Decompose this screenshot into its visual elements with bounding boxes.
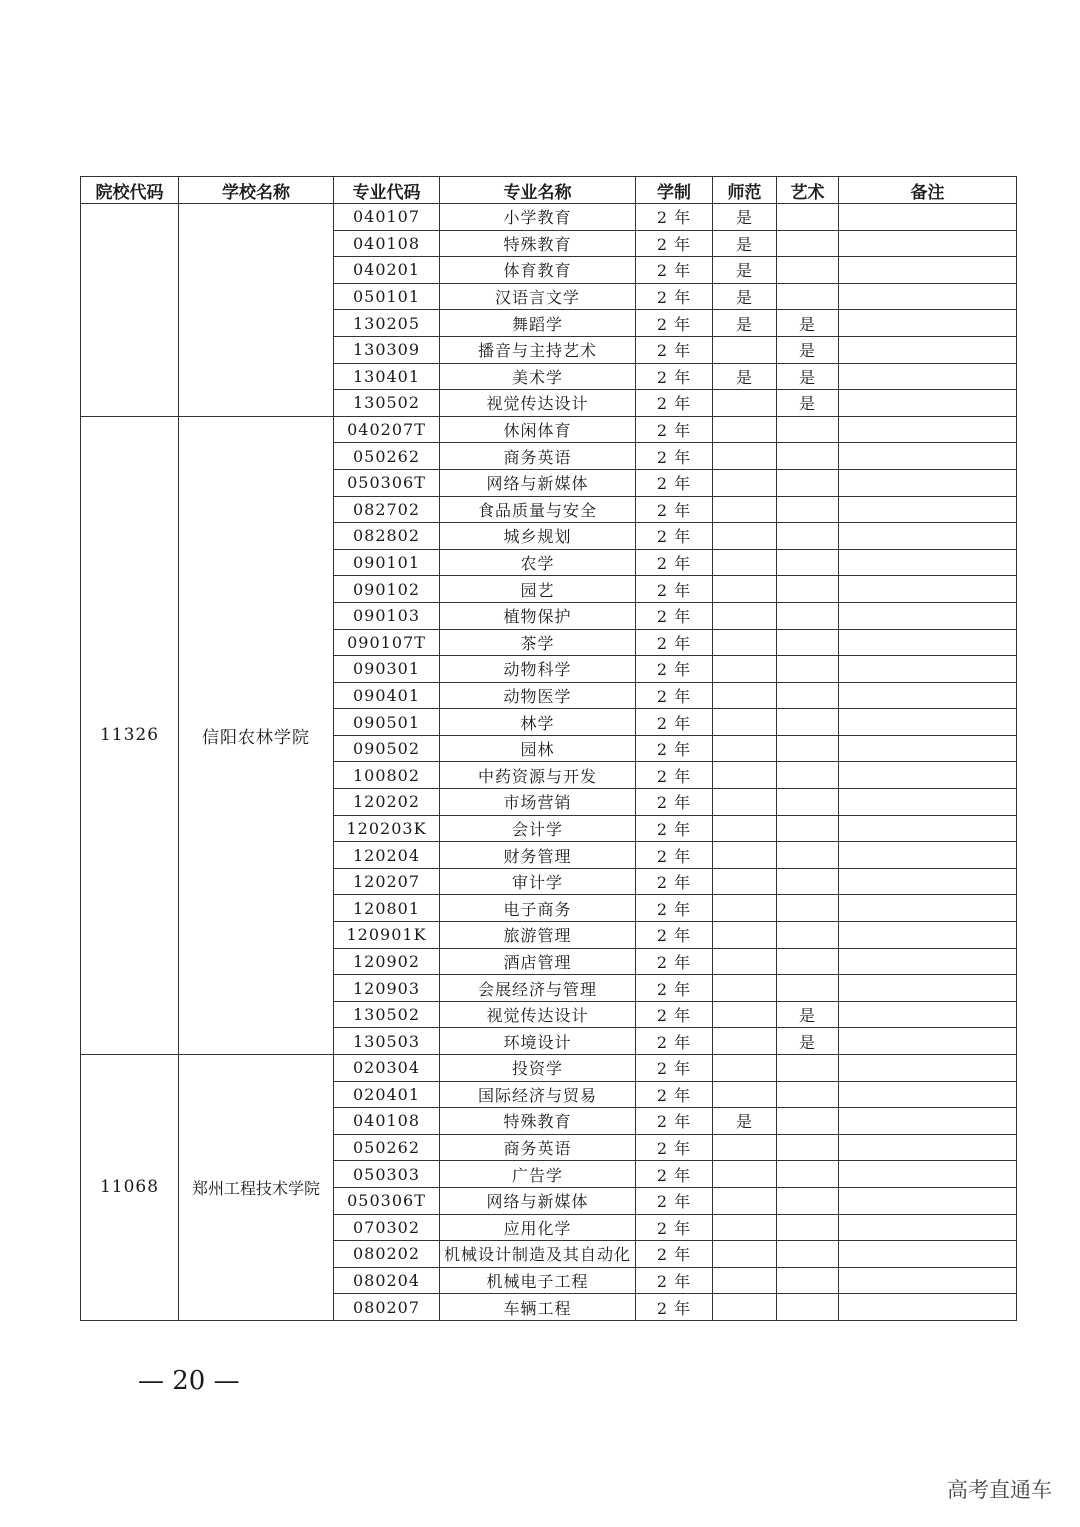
- normal-cell: [713, 1267, 777, 1294]
- notes-cell: [839, 1134, 1017, 1161]
- notes-cell: [839, 390, 1017, 417]
- normal-cell: [713, 1134, 777, 1161]
- school-name-cell: 信阳农林学院: [179, 416, 334, 1054]
- art-cell: [777, 895, 839, 922]
- header-normal: 师范: [713, 177, 777, 204]
- notes-cell: [839, 948, 1017, 975]
- notes-cell: [839, 895, 1017, 922]
- major-name-cell: 机械电子工程: [440, 1267, 636, 1294]
- art-cell: [777, 230, 839, 257]
- normal-cell: 是: [713, 310, 777, 337]
- major-code-cell: 040108: [334, 1108, 440, 1135]
- normal-cell: [713, 815, 777, 842]
- duration-cell: 2 年: [636, 629, 713, 656]
- major-code-cell: 082702: [334, 496, 440, 523]
- normal-cell: [713, 762, 777, 789]
- major-code-cell: 120903: [334, 975, 440, 1002]
- duration-cell: 2 年: [636, 895, 713, 922]
- school-name-cell: [179, 204, 334, 417]
- art-cell: [777, 602, 839, 629]
- art-cell: 是: [777, 1001, 839, 1028]
- major-name-cell: 酒店管理: [440, 948, 636, 975]
- major-name-cell: 广告学: [440, 1161, 636, 1188]
- major-name-cell: 投资学: [440, 1055, 636, 1082]
- notes-cell: [839, 1001, 1017, 1028]
- notes-cell: [839, 709, 1017, 736]
- art-cell: [777, 709, 839, 736]
- normal-cell: [713, 523, 777, 550]
- normal-cell: [713, 443, 777, 470]
- normal-cell: 是: [713, 363, 777, 390]
- notes-cell: [839, 443, 1017, 470]
- art-cell: [777, 469, 839, 496]
- major-code-cell: 040107: [334, 204, 440, 231]
- art-cell: [777, 1294, 839, 1321]
- notes-cell: [839, 1294, 1017, 1321]
- major-name-cell: 会计学: [440, 815, 636, 842]
- major-code-cell: 120207: [334, 868, 440, 895]
- school-code-cell: 11068: [81, 1055, 179, 1321]
- major-code-cell: 090501: [334, 709, 440, 736]
- art-cell: 是: [777, 310, 839, 337]
- major-name-cell: 园林: [440, 735, 636, 762]
- art-cell: [777, 283, 839, 310]
- major-code-cell: 120801: [334, 895, 440, 922]
- duration-cell: 2 年: [636, 257, 713, 284]
- duration-cell: 2 年: [636, 390, 713, 417]
- page-number: — 20 —: [138, 1366, 240, 1396]
- duration-cell: 2 年: [636, 1028, 713, 1055]
- duration-cell: 2 年: [636, 1214, 713, 1241]
- notes-cell: [839, 815, 1017, 842]
- header-major-name: 专业名称: [440, 177, 636, 204]
- duration-cell: 2 年: [636, 789, 713, 816]
- header-school-code: 院校代码: [81, 177, 179, 204]
- notes-cell: [839, 1161, 1017, 1188]
- major-name-cell: 城乡规划: [440, 523, 636, 550]
- major-code-cell: 090107T: [334, 629, 440, 656]
- major-name-cell: 财务管理: [440, 842, 636, 869]
- art-cell: [777, 1187, 839, 1214]
- notes-cell: [839, 496, 1017, 523]
- normal-cell: [713, 975, 777, 1002]
- major-code-cell: 090401: [334, 682, 440, 709]
- normal-cell: [713, 1161, 777, 1188]
- normal-cell: [713, 390, 777, 417]
- art-cell: 是: [777, 336, 839, 363]
- duration-cell: 2 年: [636, 469, 713, 496]
- art-cell: [777, 975, 839, 1002]
- major-name-cell: 旅游管理: [440, 922, 636, 949]
- art-cell: [777, 496, 839, 523]
- art-cell: [777, 868, 839, 895]
- normal-cell: [713, 602, 777, 629]
- normal-cell: [713, 922, 777, 949]
- art-cell: [777, 815, 839, 842]
- art-cell: [777, 443, 839, 470]
- normal-cell: [713, 629, 777, 656]
- table-header-row: [81, 177, 1017, 204]
- major-code-cell: 082802: [334, 523, 440, 550]
- major-name-cell: 会展经济与管理: [440, 975, 636, 1002]
- major-name-cell: 视觉传达设计: [440, 390, 636, 417]
- notes-cell: [839, 1028, 1017, 1055]
- duration-cell: 2 年: [636, 310, 713, 337]
- major-code-cell: 050306T: [334, 469, 440, 496]
- duration-cell: 2 年: [636, 549, 713, 576]
- major-name-cell: 视觉传达设计: [440, 1001, 636, 1028]
- major-name-cell: 汉语言文学: [440, 283, 636, 310]
- table-row: [81, 204, 1017, 231]
- major-name-cell: 食品质量与安全: [440, 496, 636, 523]
- normal-cell: [713, 576, 777, 603]
- major-code-cell: 090103: [334, 602, 440, 629]
- duration-cell: 2 年: [636, 709, 713, 736]
- major-name-cell: 茶学: [440, 629, 636, 656]
- major-code-cell: 120902: [334, 948, 440, 975]
- major-name-cell: 应用化学: [440, 1214, 636, 1241]
- notes-cell: [839, 1267, 1017, 1294]
- duration-cell: 2 年: [636, 1267, 713, 1294]
- table-body: [81, 204, 1017, 1321]
- major-code-cell: 020304: [334, 1055, 440, 1082]
- notes-cell: [839, 656, 1017, 683]
- major-code-cell: 130309: [334, 336, 440, 363]
- table-row: [81, 416, 1017, 443]
- normal-cell: [713, 1294, 777, 1321]
- art-cell: [777, 1108, 839, 1135]
- normal-cell: 是: [713, 230, 777, 257]
- major-code-cell: 130502: [334, 1001, 440, 1028]
- header-school-name: 学校名称: [179, 177, 334, 204]
- normal-cell: [713, 1028, 777, 1055]
- major-code-cell: 090101: [334, 549, 440, 576]
- art-cell: [777, 576, 839, 603]
- art-cell: [777, 1055, 839, 1082]
- duration-cell: 2 年: [636, 1187, 713, 1214]
- major-name-cell: 舞蹈学: [440, 310, 636, 337]
- majors-table: [80, 176, 1017, 1321]
- art-cell: [777, 523, 839, 550]
- major-name-cell: 林学: [440, 709, 636, 736]
- notes-cell: [839, 336, 1017, 363]
- notes-cell: [839, 789, 1017, 816]
- major-name-cell: 网络与新媒体: [440, 1187, 636, 1214]
- duration-cell: 2 年: [636, 523, 713, 550]
- major-name-cell: 网络与新媒体: [440, 469, 636, 496]
- art-cell: 是: [777, 363, 839, 390]
- normal-cell: [713, 469, 777, 496]
- duration-cell: 2 年: [636, 762, 713, 789]
- major-code-cell: 130502: [334, 390, 440, 417]
- duration-cell: 2 年: [636, 230, 713, 257]
- duration-cell: 2 年: [636, 204, 713, 231]
- major-code-cell: 070302: [334, 1214, 440, 1241]
- notes-cell: [839, 842, 1017, 869]
- major-name-cell: 车辆工程: [440, 1294, 636, 1321]
- normal-cell: [713, 868, 777, 895]
- normal-cell: [713, 895, 777, 922]
- notes-cell: [839, 416, 1017, 443]
- major-code-cell: 090502: [334, 735, 440, 762]
- notes-cell: [839, 549, 1017, 576]
- major-code-cell: 120202: [334, 789, 440, 816]
- art-cell: [777, 735, 839, 762]
- duration-cell: 2 年: [636, 1081, 713, 1108]
- major-name-cell: 特殊教育: [440, 1108, 636, 1135]
- normal-cell: [713, 735, 777, 762]
- notes-cell: [839, 257, 1017, 284]
- art-cell: [777, 1081, 839, 1108]
- art-cell: [777, 682, 839, 709]
- notes-cell: [839, 975, 1017, 1002]
- duration-cell: 2 年: [636, 443, 713, 470]
- duration-cell: 2 年: [636, 576, 713, 603]
- art-cell: [777, 1134, 839, 1161]
- notes-cell: [839, 922, 1017, 949]
- major-name-cell: 国际经济与贸易: [440, 1081, 636, 1108]
- duration-cell: 2 年: [636, 948, 713, 975]
- major-code-cell: 120901K: [334, 922, 440, 949]
- major-code-cell: 120204: [334, 842, 440, 869]
- normal-cell: [713, 1187, 777, 1214]
- major-code-cell: 050262: [334, 443, 440, 470]
- art-cell: 是: [777, 390, 839, 417]
- notes-cell: [839, 469, 1017, 496]
- header-notes: 备注: [839, 177, 1017, 204]
- school-code-cell: 11326: [81, 416, 179, 1054]
- major-name-cell: 电子商务: [440, 895, 636, 922]
- major-code-cell: 090301: [334, 656, 440, 683]
- normal-cell: [713, 709, 777, 736]
- major-code-cell: 050303: [334, 1161, 440, 1188]
- major-name-cell: 园艺: [440, 576, 636, 603]
- normal-cell: [713, 1081, 777, 1108]
- major-name-cell: 商务英语: [440, 1134, 636, 1161]
- duration-cell: 2 年: [636, 922, 713, 949]
- major-code-cell: 080202: [334, 1241, 440, 1268]
- major-code-cell: 040207T: [334, 416, 440, 443]
- watermark: 高考直通车: [947, 1478, 1052, 1502]
- duration-cell: 2 年: [636, 602, 713, 629]
- major-name-cell: 审计学: [440, 868, 636, 895]
- notes-cell: [839, 602, 1017, 629]
- normal-cell: 是: [713, 204, 777, 231]
- normal-cell: [713, 1001, 777, 1028]
- notes-cell: [839, 682, 1017, 709]
- major-name-cell: 小学教育: [440, 204, 636, 231]
- major-name-cell: 植物保护: [440, 602, 636, 629]
- normal-cell: 是: [713, 1108, 777, 1135]
- school-name-cell: 郑州工程技术学院: [179, 1055, 334, 1321]
- art-cell: [777, 1267, 839, 1294]
- notes-cell: [839, 868, 1017, 895]
- duration-cell: 2 年: [636, 656, 713, 683]
- major-code-cell: 080207: [334, 1294, 440, 1321]
- major-code-cell: 040201: [334, 257, 440, 284]
- art-cell: [777, 922, 839, 949]
- art-cell: [777, 549, 839, 576]
- notes-cell: [839, 1081, 1017, 1108]
- major-name-cell: 中药资源与开发: [440, 762, 636, 789]
- art-cell: [777, 1241, 839, 1268]
- duration-cell: 2 年: [636, 868, 713, 895]
- header-duration: 学制: [636, 177, 713, 204]
- duration-cell: 2 年: [636, 1055, 713, 1082]
- normal-cell: [713, 549, 777, 576]
- duration-cell: 2 年: [636, 1134, 713, 1161]
- header-major-code: 专业代码: [334, 177, 440, 204]
- major-code-cell: 020401: [334, 1081, 440, 1108]
- duration-cell: 2 年: [636, 363, 713, 390]
- notes-cell: [839, 1214, 1017, 1241]
- duration-cell: 2 年: [636, 1241, 713, 1268]
- major-name-cell: 机械设计制造及其自动化: [440, 1241, 636, 1268]
- normal-cell: [713, 682, 777, 709]
- normal-cell: [713, 842, 777, 869]
- art-cell: [777, 1161, 839, 1188]
- notes-cell: [839, 1241, 1017, 1268]
- notes-cell: [839, 523, 1017, 550]
- major-code-cell: 050262: [334, 1134, 440, 1161]
- normal-cell: 是: [713, 257, 777, 284]
- art-cell: [777, 842, 839, 869]
- notes-cell: [839, 735, 1017, 762]
- duration-cell: 2 年: [636, 815, 713, 842]
- art-cell: 是: [777, 1028, 839, 1055]
- major-code-cell: 050101: [334, 283, 440, 310]
- duration-cell: 2 年: [636, 496, 713, 523]
- duration-cell: 2 年: [636, 975, 713, 1002]
- major-name-cell: 环境设计: [440, 1028, 636, 1055]
- normal-cell: [713, 1214, 777, 1241]
- normal-cell: [713, 416, 777, 443]
- duration-cell: 2 年: [636, 1294, 713, 1321]
- major-code-cell: 130205: [334, 310, 440, 337]
- duration-cell: 2 年: [636, 1001, 713, 1028]
- major-name-cell: 农学: [440, 549, 636, 576]
- normal-cell: [713, 789, 777, 816]
- duration-cell: 2 年: [636, 735, 713, 762]
- art-cell: [777, 656, 839, 683]
- notes-cell: [839, 1108, 1017, 1135]
- duration-cell: 2 年: [636, 1108, 713, 1135]
- major-name-cell: 播音与主持艺术: [440, 336, 636, 363]
- art-cell: [777, 416, 839, 443]
- normal-cell: [713, 1241, 777, 1268]
- notes-cell: [839, 310, 1017, 337]
- major-name-cell: 市场营销: [440, 789, 636, 816]
- notes-cell: [839, 1055, 1017, 1082]
- art-cell: [777, 789, 839, 816]
- duration-cell: 2 年: [636, 1161, 713, 1188]
- notes-cell: [839, 576, 1017, 603]
- major-code-cell: 080204: [334, 1267, 440, 1294]
- major-code-cell: 120203K: [334, 815, 440, 842]
- normal-cell: [713, 336, 777, 363]
- major-code-cell: 040108: [334, 230, 440, 257]
- duration-cell: 2 年: [636, 682, 713, 709]
- major-name-cell: 特殊教育: [440, 230, 636, 257]
- notes-cell: [839, 204, 1017, 231]
- normal-cell: [713, 948, 777, 975]
- normal-cell: [713, 496, 777, 523]
- major-name-cell: 体育教育: [440, 257, 636, 284]
- notes-cell: [839, 283, 1017, 310]
- duration-cell: 2 年: [636, 283, 713, 310]
- normal-cell: [713, 1055, 777, 1082]
- major-code-cell: 100802: [334, 762, 440, 789]
- notes-cell: [839, 762, 1017, 789]
- art-cell: [777, 629, 839, 656]
- duration-cell: 2 年: [636, 842, 713, 869]
- art-cell: [777, 204, 839, 231]
- major-name-cell: 商务英语: [440, 443, 636, 470]
- major-name-cell: 休闲体育: [440, 416, 636, 443]
- duration-cell: 2 年: [636, 416, 713, 443]
- major-code-cell: 130401: [334, 363, 440, 390]
- notes-cell: [839, 230, 1017, 257]
- table-row: [81, 1055, 1017, 1082]
- notes-cell: [839, 363, 1017, 390]
- art-cell: [777, 257, 839, 284]
- major-code-cell: 130503: [334, 1028, 440, 1055]
- notes-cell: [839, 1187, 1017, 1214]
- major-code-cell: 090102: [334, 576, 440, 603]
- notes-cell: [839, 629, 1017, 656]
- major-code-cell: 050306T: [334, 1187, 440, 1214]
- art-cell: [777, 762, 839, 789]
- major-name-cell: 动物科学: [440, 656, 636, 683]
- major-name-cell: 动物医学: [440, 682, 636, 709]
- major-name-cell: 美术学: [440, 363, 636, 390]
- art-cell: [777, 948, 839, 975]
- normal-cell: [713, 656, 777, 683]
- school-code-cell: [81, 204, 179, 417]
- duration-cell: 2 年: [636, 336, 713, 363]
- header-art: 艺术: [777, 177, 839, 204]
- art-cell: [777, 1214, 839, 1241]
- normal-cell: 是: [713, 283, 777, 310]
